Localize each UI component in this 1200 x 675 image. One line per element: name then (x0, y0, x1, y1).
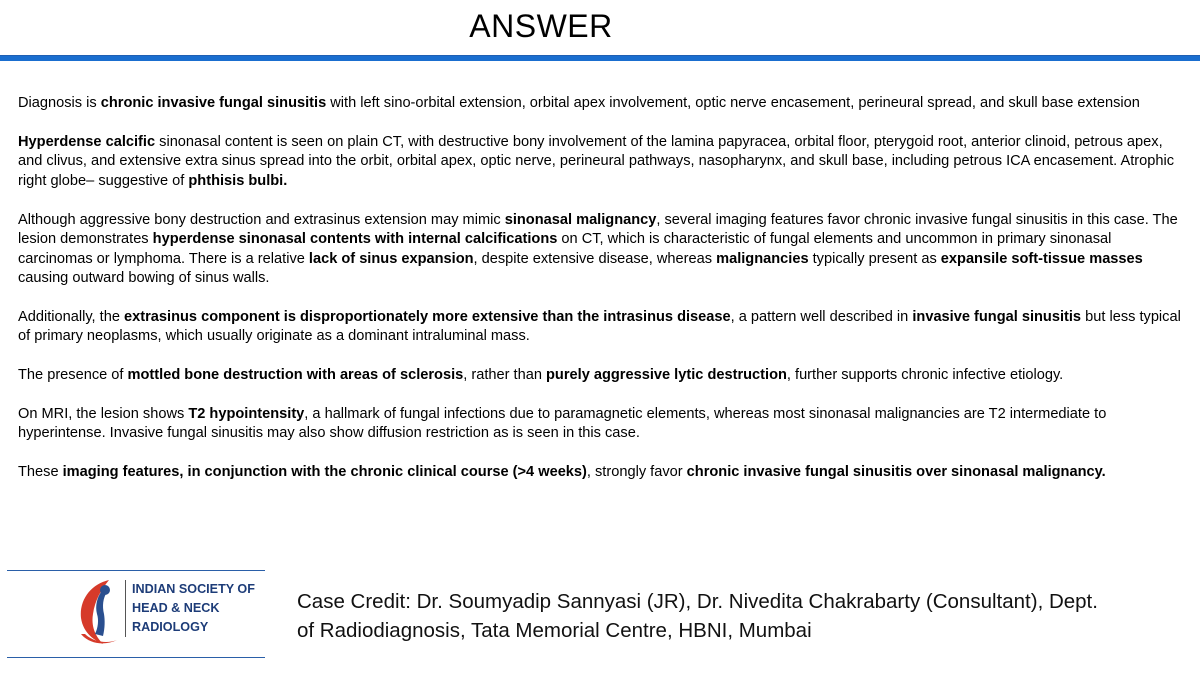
body-text: , strongly favor (586, 464, 687, 481)
body-text: , several imaging features favor chronic invasive fungal sinusitis in this case. The lesion demonstrates (18, 211, 1178, 248)
body-text: , despite extensive disease, whereas (473, 250, 717, 267)
body-text: , further supports chronic infective etiology. (786, 367, 1064, 384)
emphasis-text: invasive fungal sinusitis (912, 308, 1082, 325)
emphasis-text: chronic invasive fungal sinusitis over sinonasal malignancy. (686, 464, 1106, 481)
emphasis-text: mottled bone destruction with areas of sclerosis (127, 367, 464, 384)
logo-text (125, 580, 268, 637)
page-title: ANSWER (469, 8, 613, 44)
emphasis-text: imaging features, in conjunction with the chronic clinical course (>4 weeks) (62, 464, 587, 481)
header-divider (0, 55, 1200, 63)
body-text: , a hallmark of fungal infections due to paramagnetic elements, whereas most sinonasal malignancies are T2 intermediate to hyperintense. Invasive fungal sinusitis may also show diffusion restriction as is seen in this case. (18, 405, 1107, 442)
case-credit-line-1: Case Credit: Dr. Soumyadip Sannyasi (JR), Dr. Nivedita Chakrabarty (Consultant), Dept. (297, 590, 1098, 613)
answer-paragraph (18, 94, 1184, 114)
body-text: These (18, 464, 63, 481)
answer-paragraph (18, 366, 1184, 386)
body-text: with left sino-orbital extension, orbital apex involvement, optic nerve encasement, perineural spread, and skull base extension (326, 95, 1140, 111)
body-text: Diagnosis is (18, 95, 101, 111)
header-divider-thick (0, 56, 1200, 61)
body-text: , a pattern well described in (730, 308, 913, 325)
head-neck-society-emblem-icon (71, 574, 127, 648)
emphasis-text: purely aggressive lytic destruction (546, 367, 787, 384)
emphasis-text: chronic invasive fungal sinusitis (100, 95, 327, 111)
body-text: Additionally, the (18, 308, 125, 325)
emphasis-text: sinonasal malignancy (504, 211, 657, 228)
case-credit (297, 587, 1187, 645)
body-text: On MRI, the lesion shows (18, 405, 189, 422)
answer-paragraph (18, 211, 1184, 289)
emphasis-text: malignancies (716, 250, 809, 267)
answer-paragraph (18, 405, 1184, 444)
body-text: causing outward bowing of sinus walls. (18, 270, 270, 287)
emphasis-text: extrasinus component is disproportionately more extensive than the intrasinus disease (124, 308, 731, 325)
body-text: , rather than (463, 367, 547, 384)
emphasis-text: expansile soft-tissue masses (940, 250, 1143, 267)
emphasis-text: lack of sinus expansion (308, 250, 474, 267)
emphasis-text: T2 hypointensity (188, 405, 305, 422)
logo-top-line (7, 570, 265, 571)
logo-line-1: INDIAN SOCIETY OF (132, 582, 255, 596)
body-text: but less typical of primary neoplasms, which usually originate as a dominant intraluminal mass. (18, 308, 1181, 345)
emphasis-text: hyperdense sinonasal contents with internal calcifications (152, 231, 558, 248)
answer-paragraph (18, 463, 1184, 483)
body-text: typically present as (808, 250, 941, 267)
answer-paragraph (18, 133, 1184, 192)
answer-body (18, 94, 1184, 502)
emphasis-text: phthisis bulbi. (188, 172, 288, 189)
logo-bottom-line (7, 657, 265, 658)
logo-line-3: RADIOLOGY (132, 620, 209, 634)
case-credit-line-2: of Radiodiagnosis, Tata Memorial Centre, HBNI, Mumbai (297, 619, 812, 642)
society-logo (7, 570, 265, 658)
answer-paragraph (18, 308, 1184, 347)
logo-line-2: HEAD & NECK (132, 601, 220, 615)
body-text: sinonasal content is seen on plain CT, with destructive bony involvement of the lamina papyracea, orbital floor, pterygoid root, anterior clinoid, petrous apex, and clivus, and extensive extra sinus spread into the orbit, orbital apex, optic nerve, perineural pathways, nasopharynx, and skull base, including petrous ICA encasement. Atrophic right globe– suggestive of (18, 133, 1175, 189)
body-text: on CT, which is characteristic of fungal elements and uncommon in primary sinonasal carcinomas or lymphoma. There is a relative (18, 231, 1112, 267)
body-text: The presence of (18, 367, 128, 384)
emphasis-text: Hyperdense calcific (18, 133, 156, 150)
body-text: Although aggressive bony destruction and extrasinus extension may mimic (18, 211, 505, 228)
